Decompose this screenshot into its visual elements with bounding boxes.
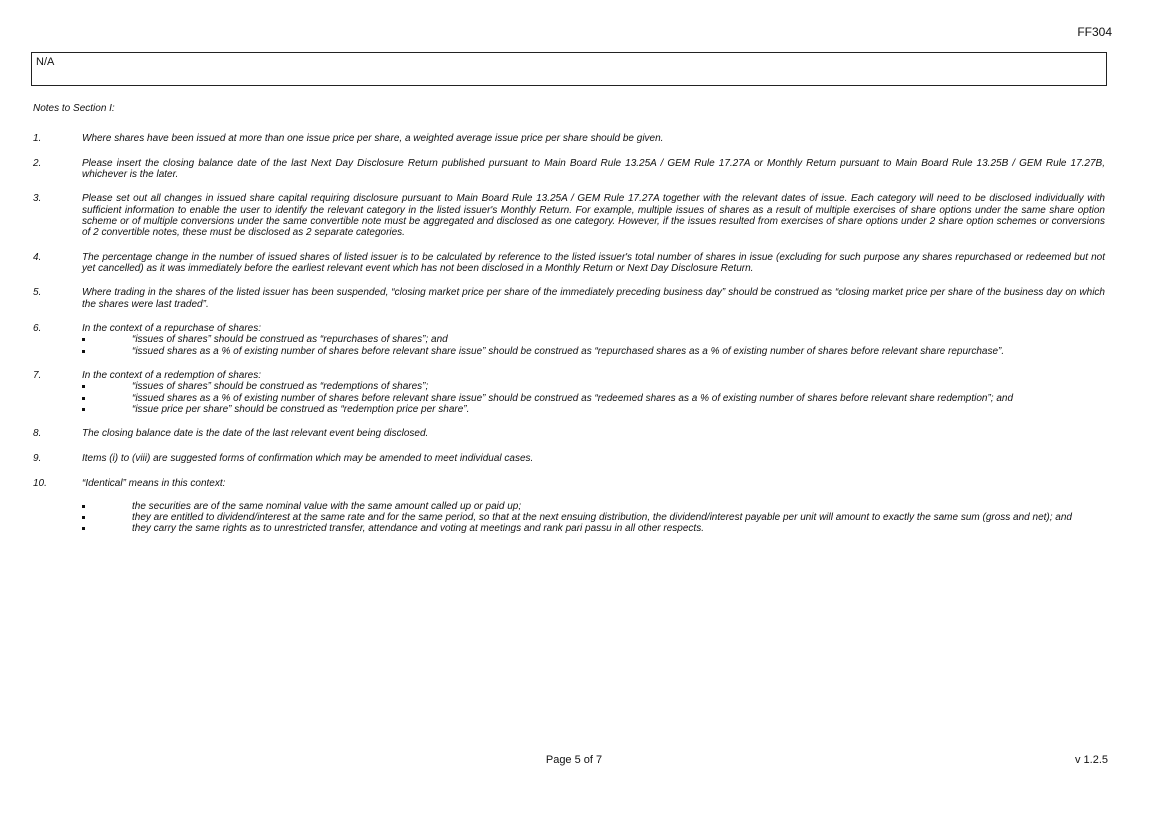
note-number: 3. — [33, 193, 42, 205]
note-bullets — [82, 334, 1105, 356]
note-text: “Identical” means in this context: — [82, 477, 226, 489]
note-6 — [33, 323, 1105, 357]
na-box — [31, 52, 1107, 86]
bullet-marker-icon — [82, 516, 85, 519]
note-text: In the context of a redemption of shares: — [82, 370, 261, 382]
note-text: Items (i) to (viii) are suggested forms of confirmation which may be amended to meet individual cases. — [82, 452, 534, 464]
notes-title: Notes to Section I: — [33, 103, 115, 114]
note-number: 1. — [33, 133, 42, 144]
bullet-text: they carry the same rights as to unrestricted transfer, attendance and voting at meetings and rank pari passu in all other respects. — [132, 523, 704, 535]
note-4 — [33, 252, 1105, 274]
note-number: 10. — [33, 477, 47, 489]
bullet-item — [82, 393, 1105, 404]
note-number: 2. — [33, 157, 42, 169]
bullet-item — [82, 404, 1105, 415]
bullet-item — [82, 346, 1105, 357]
note-text: Where shares have been issued at more than one issue price per share, a weighted average issue price per share should be given. — [82, 133, 664, 144]
note-3 — [33, 193, 1105, 238]
note-5 — [33, 287, 1105, 309]
note-1 — [33, 133, 1105, 144]
bullet-item — [82, 381, 1105, 392]
bullet-item — [82, 512, 1105, 523]
note-7 — [33, 370, 1105, 415]
note-number: 4. — [33, 251, 42, 263]
note-number: 5. — [33, 287, 42, 299]
page-number: Page 5 of 7 — [545, 754, 603, 766]
form-code: FF304 — [1077, 25, 1112, 39]
bullet-marker-icon — [82, 338, 85, 341]
bullet-marker-icon — [82, 397, 85, 400]
bullet-marker-icon — [82, 527, 85, 530]
note-10 — [33, 478, 1105, 535]
note-number: 6. — [33, 323, 42, 335]
notes-list — [33, 133, 1105, 548]
note-number: 7. — [33, 370, 42, 382]
bullet-marker-icon — [82, 505, 85, 508]
note-9 — [33, 453, 1105, 464]
bullet-text: “issues of shares” should be construed as “repurchases of shares”; and — [132, 334, 448, 346]
version-label: v 1.2.5 — [1074, 754, 1108, 766]
note-text: The closing balance date is the date of the last relevant event being disclosed. — [82, 428, 429, 440]
note-text: Please insert the closing balance date of the last Next Day Disclosure Return published pursuant to Main Board Rule 13.25A / GEM Rule 17.27A or Monthly Return pursuant to Main Board Rule 13.25B / GEM Rule 17.27B, whichever is the later. — [82, 157, 1105, 180]
bullet-marker-icon — [82, 408, 85, 411]
note-2 — [33, 158, 1105, 180]
note-text: Where trading in the shares of the listed issuer has been suspended, “closing market price per share of the immediately preceding business day” should be construed as “closing market price per share of the business day on which the shares were last traded”. — [82, 287, 1105, 310]
note-text: In the context of a repurchase of shares: — [82, 323, 261, 335]
bullet-text: “issued shares as a % of existing number of shares before relevant share issue” should be construed as “redeemed shares as a % of existing number of shares before relevant share redemption”; and — [132, 392, 1014, 404]
bullet-text: “issued shares as a % of existing number of shares before relevant share issue” should be construed as “repurchased shares as a % of existing number of shares before relevant share repurchase”. — [132, 345, 1005, 357]
bullet-item — [82, 501, 1105, 512]
note-number: 8. — [33, 428, 42, 440]
note-text: Please set out all changes in issued share capital requiring disclosure pursuant to Main Board Rule 13.25A / GEM Rule 17.27A together with the relevant dates of issue. Each category will need to be disclosed individually with sufficient information to enable the user to identify the relevant category in the listed issuer's Monthly Return. For example, multiple issues of shares as a result of multiple exercises of share options under the same share option scheme or of multiple conversions under the same convertible note must be aggregated and disclosed as one category. However, if the issues resulted from exercises of share options under 2 share option schemes or conversions of 2 convertible notes, these must be disclosed as 2 separate categories. — [82, 193, 1105, 238]
bullet-marker-icon — [82, 350, 85, 353]
na-box-text: N/A — [36, 56, 55, 68]
bullet-marker-icon — [82, 385, 85, 388]
bullet-text: “issues of shares” should be construed as “redemptions of shares”; — [132, 381, 429, 393]
bullet-item — [82, 334, 1105, 345]
note-bullets — [82, 381, 1105, 415]
note-8 — [33, 428, 1105, 439]
bullet-text: “issue price per share” should be construed as “redemption price per share”. — [132, 403, 470, 415]
note-bullets — [82, 501, 1105, 535]
note-number: 9. — [33, 452, 42, 464]
bullet-text: they are entitled to dividend/interest at the same rate and for the same period, so that at the next ensuing distribution, the dividend/interest payable per unit will amount to exactly the same sum (gross and net); and — [132, 511, 1072, 523]
bullet-item — [82, 523, 1105, 534]
note-text: The percentage change in the number of issued shares of listed issuer is to be calculated by reference to the listed issuer's total number of shares in issue (excluding for such purpose any shares repurchased or redeemed but not yet cancelled) as it was immediately before the earliest relevant event which has not been disclosed in a Monthly Return or Next Day Disclosure Return. — [82, 251, 1105, 274]
bullet-text: the securities are of the same nominal value with the same amount called up or paid up; — [132, 500, 522, 512]
